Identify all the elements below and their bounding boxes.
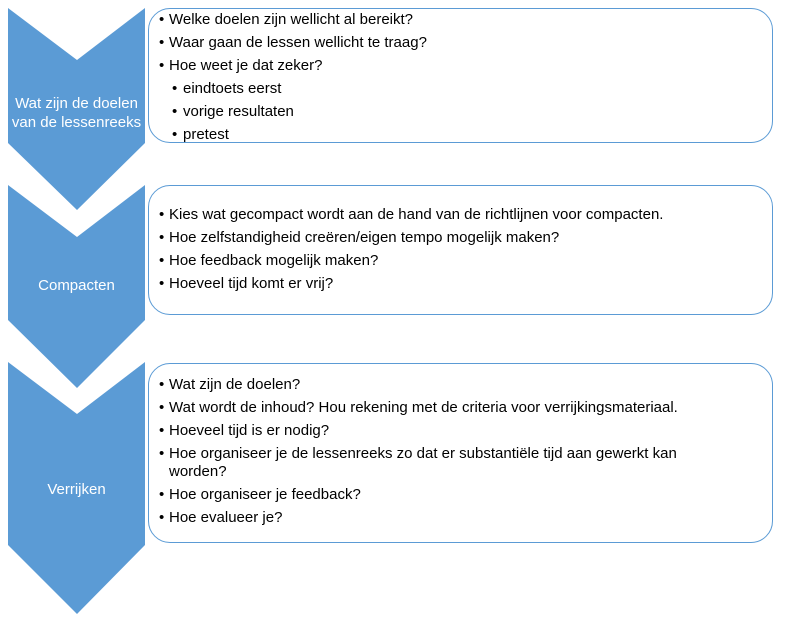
- step-label-compacten: Compacten: [38, 277, 115, 294]
- step-box-compacten: [148, 185, 773, 315]
- list-item: • vorige resultaten: [169, 103, 760, 121]
- list-item: • Hoe feedback mogelijk maken?: [159, 252, 760, 270]
- list-item: • Kies wat gecompact wordt aan de hand van de richtlijnen voor compacten.: [159, 206, 760, 224]
- step-label-doelen: Wat zijn de doelen van de lessenreeks: [11, 95, 142, 131]
- question-list: [159, 11, 760, 144]
- list-item: • eindtoets eerst: [169, 80, 760, 98]
- list-item: • Hoeveel tijd is er nodig?: [159, 422, 760, 440]
- step-box-verrijken: [148, 363, 773, 543]
- list-item: • Waar gaan de lessen wellicht te traag?: [159, 34, 760, 52]
- step-box-doelen: [148, 8, 773, 143]
- step-label-verrijken: Verrijken: [47, 481, 106, 498]
- list-item: • Hoeveel tijd komt er vrij?: [159, 275, 760, 293]
- list-item: • Welke doelen zijn wellicht al bereikt?: [159, 11, 760, 29]
- list-item: • Hoe weet je dat zeker?: [159, 57, 760, 75]
- question-list: [159, 206, 760, 293]
- list-item: • Hoe organiseer je de lessenreeks zo dat er substantiële tijd aan gewerkt kan worden?: [159, 445, 760, 481]
- list-item: • Wat zijn de doelen?: [159, 376, 760, 394]
- list-item: • Hoe organiseer je feedback?: [159, 486, 760, 504]
- question-list: [159, 376, 760, 527]
- list-item: • Wat wordt de inhoud? Hou rekening met de criteria voor verrijkingsmateriaal.: [159, 399, 760, 417]
- list-item: • pretest: [169, 126, 760, 144]
- list-item: • Hoe zelfstandigheid creëren/eigen tempo mogelijk maken?: [159, 229, 760, 247]
- list-item: • Hoe evalueer je?: [159, 509, 760, 527]
